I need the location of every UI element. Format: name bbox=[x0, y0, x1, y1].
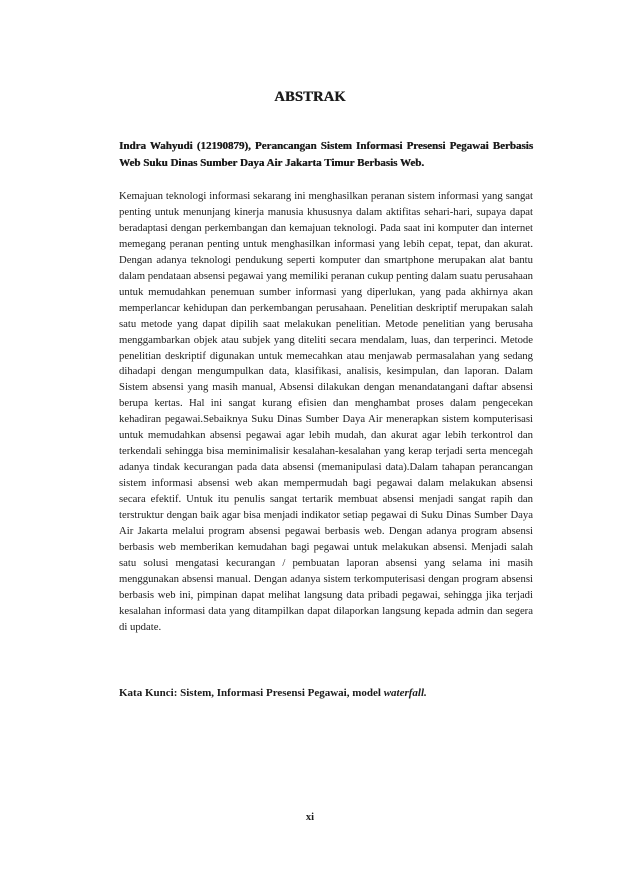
page-title: ABSTRAK bbox=[274, 89, 346, 105]
page-number: xi bbox=[305, 812, 315, 823]
keywords-line bbox=[119, 687, 533, 699]
keywords-text: Kata Kunci: Sistem, Informasi Presensi Pegawai, model bbox=[119, 687, 384, 699]
keywords-italic-term: waterfall. bbox=[383, 687, 427, 699]
abstract-body: Kemajuan teknologi informasi sekarang ini menghasilkan peranan sistem informasi yang sangat penting untuk menunjang kinerja manusia khususnya dalam aktifitas sehari-hari, supaya dapat beradaptasi dengan perkembangan dan kemajuan teknologi. Pada saat ini komputer dan internet memegang peranan penting untuk menghasilkan informasi yang lebih cepat, tepat, dan akurat. Dengan adanya teknologi pendukung seperti komputer dan smartphone merupakan alat bantu dalam pendataan absensi pegawai yang memiliki peranan cukup penting dalam suatu perusahaan untuk memudahkan penemuan sumber informasi yang diperlukan, yang pada akhirnya akan memperlancar kehidupan dan perkembangan perusahaan. Penelitian deskriptif merupakan salah satu metode yang dapat dipilih saat melakukan penelitian. Metode penelitian yang berusaha menggambarkan objek atau subjek yang diteliti secara mendalam, luas, dan terperinci. Metode penelitian deskriptif digunakan untuk memecahkan atau menjawab permasalahan yang sedang dihadapi dengan mengumpulkan data, klasifikasi, analisis, kesimpulan, dan laporan. Dalam Sistem absensi yang masih manual, Absensi dilakukan dengan menandatangani daftar absensi berupa kertas. Hal ini sangat kurang efisien dan menghambat proses dalam pengecekan kehadiran pegawai.Sebaiknya Suku Dinas Sumber Daya Air menerapkan sistem komputerisasi untuk memudahkan absensi pegawai agar lebih mudah, dan akurat agar lebih terkontrol dan terkendali sehingga bisa meminimalisir kesalahan-kesalahan yang kerap terjadi serta mencegah adanya tindak kecurangan pada data absensi (memanipulasi data).Dalam tahapan perancangan sistem informasi absensi web akan mempermudah bagi pegawai dalam melakukan absensi secara efektif. Untuk itu penulis sangat tertarik membuat absensi menjadi sangat rapih dan terstruktur dengan baik agar bisa menjadi indikator setiap pegawai di Suku Dinas Sumber Daya Air Jakarta melalui program absensi pegawai berbasis web. Dengan adanya program absensi berbasis web memberikan kemudahan bagi pegawai untuk melakukan absensi. Menjadi salah satu solusi mengatasi kecurangan / pembuatan laporan absensi yang selama ini masih menggunakan absensi manual. Dengan adanya sistem terkomputerisasi dengan program absensi berbasis web ini, pimpinan dapat melihat langsung data pribadi pegawai, sehingga jika terjadi kesalahan informasi data yang ditampilkan dapat dilaporkan langsung kepada admin dan segera di update. bbox=[119, 190, 533, 633]
author-title-line: Indra Wahyudi (12190879), Perancangan Sistem Informasi Presensi Pegawai Berbasis Web Suku Dinas Sumber Daya Air Jakarta Timur Berbasis Web. bbox=[119, 140, 533, 169]
